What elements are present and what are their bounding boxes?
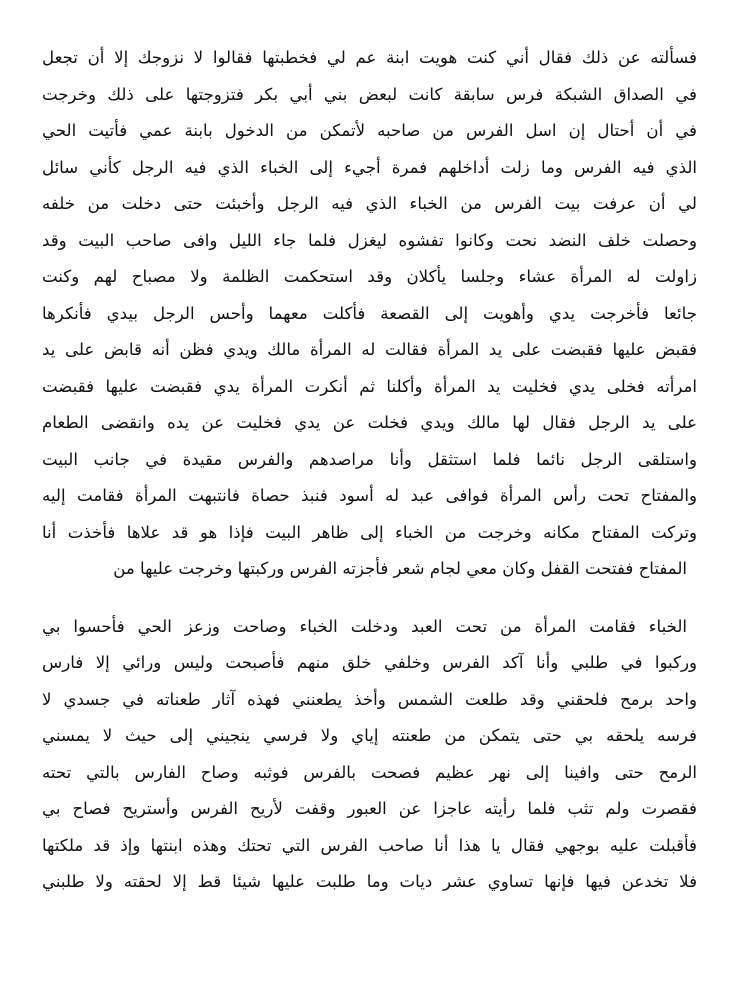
text-line: الذي فيه الفرس وما زلت أداخلهم فمرة أجيء إلى الخباء الذي فيه الرجل كأني سائل <box>42 157 697 177</box>
text-line: فأقبلت عليه بوجهي فقال يا هذا أنا صاحب الفرس التي تحتك وهذه ابنتها وإذ قد ملكتها <box>42 835 697 855</box>
text-line: لي أن عرفت بيت الفرس من الخباء الذي فيه الرجل وأخبئت حتى دخلت من خلفه <box>42 194 697 213</box>
text-line: وركبوا في طلبي وأنا آكد الفرس وخلفي خلق منهم فأصبحت وليس ورائي إلا فارس <box>42 653 697 672</box>
text-line: الرمح حتى وافينا إلى نهر عظيم فصحت بالفرس فوثبه وصاح الفارس بالتي تحته <box>42 762 697 782</box>
text-line: والمفتاح تحت رأس المرأة فوافى عبد له أسود فنبذ حصاة فانتبهت المرأة فقامت إليه <box>42 486 697 505</box>
text-line: على يد الرجل فقال لها مالك ويدي فخلت عن يدي فخليت عن يده وانقضى الطعام <box>42 413 697 432</box>
document-page <box>42 40 697 901</box>
text-line: وحصلت خلف النضد نحت وكانوا تفشوه ليغزل فلما جاء الليل وافى صاحب البيت وقد <box>42 230 697 250</box>
text-line: وتركت المفتاح مكانه وخرجت من الخباء إلى ظاهر البيت فإذا هو قد علاها فأخذت أنا <box>42 522 697 542</box>
text-line: جائعا فأخرجت يدي وأهويت إلى القصعة فأكلت معهما وأحس الرجل بيدي فأنكرها <box>42 303 697 323</box>
paragraph-1 <box>42 40 697 588</box>
text-line: امرأته فخلى يدي فخليت يد المرأة وأكلنا ثم أنكرت المرأة يدي فقبضت عليها فقبضت <box>42 376 697 396</box>
text-line: في الصداق الشبكة فرس سابقة كانت لبعض بني أبي بكر فتزوجتها على ذلك وخرجت <box>42 84 697 104</box>
text-line: فسألته عن ذلك فقال أني كنت هويت ابنة عم لي فخطبتها فقالوا لا نزوجك إلا أن تجعل <box>42 48 697 67</box>
text-line: زاولت له المرأة عشاء وجلسا يأكلان وقد استحكمت الظلمة ولا مصباح لهم وكنت <box>42 267 697 286</box>
text-line: واستلقى الرجل نائما فلما استثقل وأنا مراصدهم والفرس مقيدة في جانب البيت <box>42 449 697 469</box>
text-line: فرسه يلحقه بي حتى يتمكن من طعنته إياي ولا فرسي ينجيني إلى حيث لا يمسني <box>42 726 697 745</box>
text-line: في أن أحتال إن اسل الفرس من صاحبه لأتمكن من الدخول بابنة عمي فأتيت الحي <box>42 121 697 140</box>
text-line: فقصرت ولم تثب فلما رأيته عاجزا عن العبور وقفت لأريح الفرس وأستريح فصاح بي <box>42 799 697 818</box>
text-line: الخباء فقامت المرأة من تحت العبد ودخلت الخباء وصاحت وزعز الحي فأحسوا بي <box>42 616 687 636</box>
text-line: فلا تخدعن فيها فإنها تساوي عشر ديات وما طلبت عليها شيئا قط إلا لحقته ولا طلبني <box>42 872 697 891</box>
paragraph-2 <box>42 609 697 901</box>
text-line: فقبض عليها فقبضت على يد المرأة فقالت له المرأة مالك ويدي فظن أنه قابض على يد <box>42 340 697 359</box>
text-line: المفتاح ففتحت القفل وكان معي لجام شعر فأجزته الفرس وركبتها وخرجت عليها من <box>113 559 687 578</box>
text-line: واحد برمح فلحقني وقد طلعت الشمس وأخذ يطعنني فهذه آثار طعناته في جسدي لا <box>42 689 697 709</box>
paragraph-gap <box>42 588 697 609</box>
